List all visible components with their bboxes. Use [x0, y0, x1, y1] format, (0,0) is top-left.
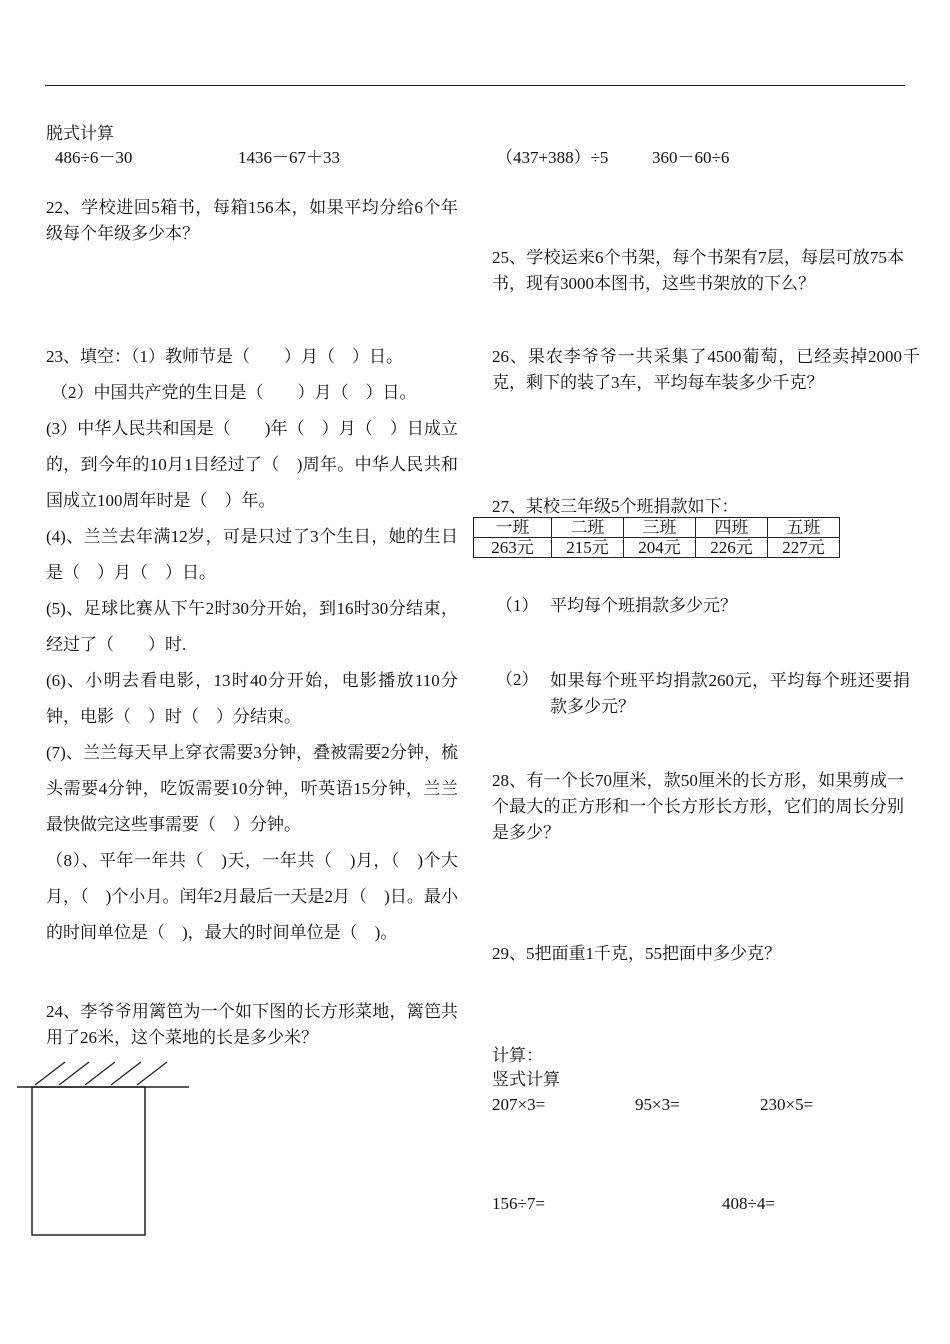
question-26: 26、果农李爷爷一共采集了4500葡萄，已经卖掉2000千克，剩下的装了3车，平均每车装多少千克？: [492, 347, 920, 392]
fence-garden-figure: [15, 1050, 195, 1240]
garden-rectangle: [32, 1087, 145, 1235]
table-header-cell: 五班: [768, 518, 840, 538]
table-header-cell: 二班: [552, 518, 624, 538]
wall-hatch: [85, 1062, 115, 1085]
donation-table-value-row: [474, 538, 840, 558]
question-27-title: 27、某校三年级5个班捐款如下：: [492, 497, 739, 516]
donation-table: [473, 517, 840, 558]
question-29: 29、5把面重1千克，55把面中多少克？: [492, 944, 781, 963]
question-24: 24、李爷爷用篱笆为一个如下图的长方形菜地，篱笆共用了26米，这个菜地的长是多少米？: [46, 1002, 458, 1047]
wall-hatch: [111, 1062, 141, 1085]
table-value-cell: 227元: [768, 538, 840, 558]
vertical-calc-item-2: 95×3=: [635, 1095, 680, 1114]
table-value-cell: 215元: [552, 538, 624, 558]
question-23: [46, 339, 458, 951]
question-27-sub1-number: （1）: [496, 596, 539, 615]
calc-expression-3: （437+388）÷5: [496, 148, 609, 167]
vertical-calc-item-1: 207×3=: [492, 1095, 546, 1114]
calc-expression-4: 360－60÷6: [652, 148, 730, 167]
question-23-line-1: 23、填空：（1）教师节是（ ）月（ ）日。: [46, 347, 403, 366]
table-value-cell: 263元: [474, 538, 552, 558]
question-27-sub2-number: （2）: [496, 670, 539, 689]
question-23-item-8: （8）、平年一年共（ )天，一年共（ )月，（ )个大月，（ )个小月。闰年2月最后一天是2月（ )日。最小的时间单位是（ )，最大的时间单位是（ )。: [46, 851, 458, 942]
table-header-cell: 一班: [474, 518, 552, 538]
question-23-item-4: (4)、兰兰去年满12岁，可是只过了3个生日，她的生日是（ ）月（ ）日。: [46, 527, 458, 582]
table-header-cell: 四班: [696, 518, 768, 538]
vertical-calc-item-5: 408÷4=: [722, 1194, 775, 1213]
table-header-cell: 三班: [624, 518, 696, 538]
vertical-calc-title: 竖式计算: [492, 1070, 560, 1089]
question-23-item-7: (7)、兰兰每天早上穿衣需要3分钟，叠被需要2分钟，梳头需要4分钟，吃饭需要10分钟，听英语15分钟，兰兰最快做完这些事需要（ ）分钟。: [46, 743, 458, 834]
wall-hatch: [35, 1062, 65, 1085]
header-rule: [45, 85, 905, 86]
question-27-sub1: 平均每个班捐款多少元？: [550, 596, 737, 615]
wall-hatch: [59, 1062, 89, 1085]
question-23-item-6: (6)、小明去看电影，13时40分开始，电影播放110分钟，电影（ ）时（ ）分结束。: [46, 671, 458, 726]
calc-expression-1: 486÷6－30: [55, 148, 133, 167]
question-22: 22、学校进回5箱书，每箱156本，如果平均分给6个年级每个年级多少本？: [46, 198, 458, 243]
table-value-cell: 226元: [696, 538, 768, 558]
calc-section-title: 计算：: [492, 1046, 543, 1065]
question-23-item-2: （2）中国共产党的生日是（ ）月（ ）日。: [51, 383, 417, 402]
donation-table-header-row: [474, 518, 840, 538]
calc-expression-2: 1436－67＋33: [238, 148, 340, 167]
question-28: 28、有一个长70厘米，款50厘米的长方形，如果剪成一个最大的正方形和一个长方形长方形，它们的周长分别是多少？: [492, 771, 904, 842]
vertical-calc-item-3: 230×5=: [760, 1095, 814, 1114]
section-title-written-calc: 脱式计算: [46, 124, 114, 143]
question-27-sub2: 如果每个班平均捐款260元，平均每个班还要捐款多少元？: [550, 671, 910, 716]
question-23-item-3: (3）中华人民共和国是（ )年（ ）月（ ）日成立的，到今年的10月1日经过了（ )周年。中华人民共和国成立100周年时是（ ）年。: [46, 419, 458, 510]
table-value-cell: 204元: [624, 538, 696, 558]
vertical-calc-item-4: 156÷7=: [492, 1194, 545, 1213]
question-23-item-5: (5)、足球比赛从下午2时30分开始，到16时30分结束，经过了（ ）时.: [46, 599, 458, 654]
question-25: 25、学校运来6个书架，每个书架有7层，每层可放75本书，现有3000本图书，这些书架放的下么？: [492, 248, 904, 293]
wall-hatch: [137, 1062, 167, 1085]
